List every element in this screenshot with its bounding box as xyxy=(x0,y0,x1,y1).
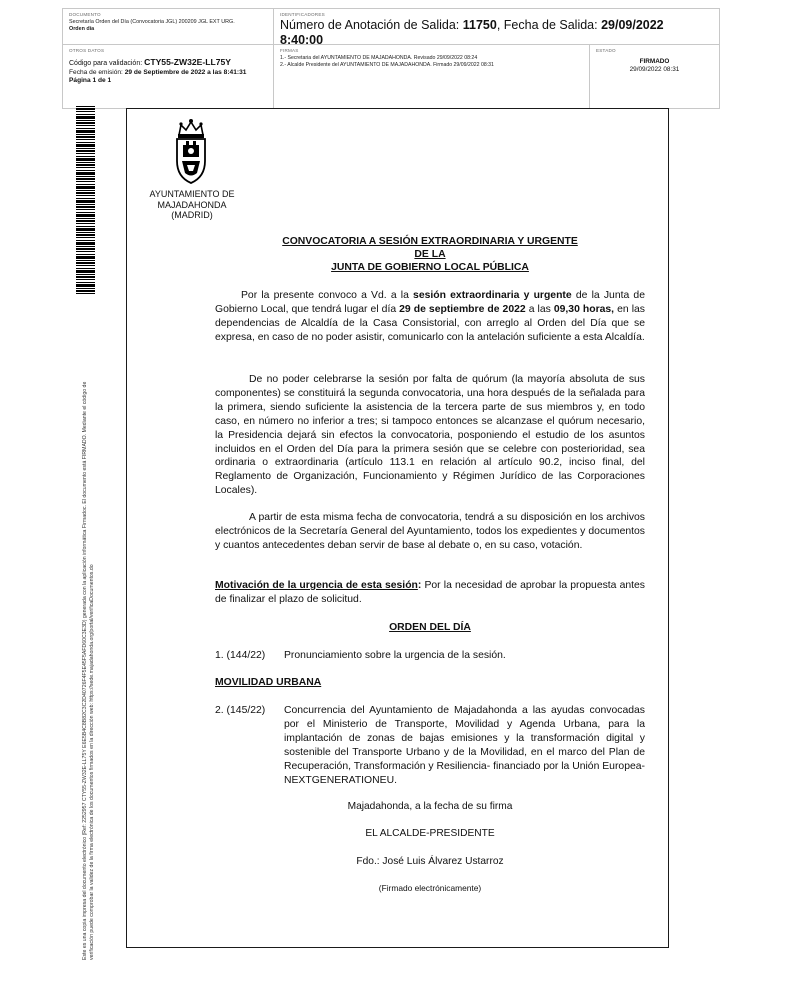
codigo-line xyxy=(69,57,267,69)
para1-text-4: en las dependencias de Alcaldía de la Casa Consistorial, con arreglo al Orden del Día que se expresa, en caso de no poder asistir, comunicarlo con la antelación suficiente a esta Alcaldía. xyxy=(215,303,645,343)
otros-caption: OTROS DATOS xyxy=(69,48,105,53)
urgency-colon: : xyxy=(417,580,422,591)
emision-label: Fecha de emisión: xyxy=(69,69,125,76)
urgency-motivation xyxy=(215,579,645,607)
estado-caption: ESTADO xyxy=(596,48,616,53)
salida-prefix: Número de Anotación de Salida: xyxy=(280,18,463,32)
archive-paragraph: A partir de esta misma fecha de convocatoria, tendrá a su disposición en los archivos electrónicos de la Secretaría General del Ayuntamiento, todos los expedientes y documentos y cuantos antecedentes deban servir de base al debate o, en su caso, votación. xyxy=(215,512,645,551)
agenda-item-number: 2. (145/22) xyxy=(215,705,266,716)
side-text-line-2: verificación puede comprobar la validez de la firma electrónica de los documentos firmados en la dirección web: https://sede.majadahonda.org/portal/verificaDocumentos.do xyxy=(89,564,95,960)
agenda-item-text: Pronunciamiento sobre la urgencia de la sesión. xyxy=(284,650,506,661)
barcode-image xyxy=(76,106,95,294)
section-heading-text: MOVILIDAD URBANA xyxy=(215,677,322,688)
agenda-item xyxy=(215,649,645,663)
document-page xyxy=(126,108,669,948)
title-line-2: DE LA xyxy=(414,249,446,260)
salida-line xyxy=(280,18,713,33)
header-row-1 xyxy=(63,9,719,47)
convocation-paragraph xyxy=(215,289,645,345)
urgency-text: Por la necesidad de aprobar la propuesta antes de finalizar el plazo de solicitud. xyxy=(215,580,645,605)
identificadores-caption: IDENTIFICADORES xyxy=(280,12,325,17)
org-line-2: MAJADAHONDA xyxy=(157,199,227,210)
documento-value-2: Orden día xyxy=(69,26,95,32)
org-line-1: AYUNTAMIENTO DE xyxy=(149,189,235,199)
firmas-cell xyxy=(273,45,589,108)
estado-cell xyxy=(589,45,719,108)
section-heading xyxy=(215,676,645,690)
identificadores-cell xyxy=(273,9,719,47)
title-line-1: CONVOCATORIA A SESIÓN EXTRAORDINARIA Y URGENTE xyxy=(282,236,578,247)
emision-value: 29 de Septiembre de 2022 a las 8:41:31 xyxy=(124,69,247,76)
title-line-3: JUNTA DE GOBIERNO LOCAL PÚBLICA xyxy=(331,262,529,273)
agenda-item-text: Concurrencia del Ayuntamiento de Majadahonda a las ayudas convocadas por el Ministerio de Transporte, Movilidad y Agenda Urbana, para la implantación de zonas de bajas emisiones y la transformación digital y sostenible del Transporte Urbano y de la Movilidad, en el marco del Plan de Recuperación, Transformación y Resiliencia- financiado por la Unión Europea- NEXTGENERATIONEU. xyxy=(284,705,645,786)
document-title xyxy=(215,235,645,274)
urgency-label: Motivación de la urgencia de esta sesión xyxy=(215,580,418,591)
organization-name xyxy=(137,189,247,221)
agenda-heading xyxy=(215,621,645,635)
estado-status: FIRMADO xyxy=(639,58,670,65)
page-count: Página 1 de 1 xyxy=(69,77,112,85)
salida-number: 11750 xyxy=(462,18,497,32)
document-header xyxy=(62,8,720,109)
otros-datos-cell xyxy=(63,45,273,108)
para1-text-2: de la Junta de Gobierno Local, que tendrá lugar el día xyxy=(215,290,645,315)
estado-date: 29/09/2022 08:31 xyxy=(629,66,680,73)
agenda-item xyxy=(215,704,645,787)
documento-value: Secretaría Orden del Día (Convocatoria JGL) 200209 JGL EXT URG. xyxy=(69,19,235,25)
org-line-3: (MADRID) xyxy=(171,210,213,221)
signature-place: Majadahonda, a la fecha de su firma xyxy=(347,801,513,812)
documento-caption: DOCUMENTO xyxy=(69,12,101,17)
salida-date: 29/09/2022 xyxy=(601,18,664,32)
para1-bold-time: 09,30 horas, xyxy=(553,303,615,315)
firmas-caption: FIRMAS xyxy=(280,48,299,53)
firma-item-2: 2.- Alcalde Presidente del AYUNTAMIENTO DE MAJADAHONDA. Firmado 29/09/2022 08:31 xyxy=(280,61,494,68)
para1-bold-date: 29 de septiembre de 2022 xyxy=(399,303,526,315)
salida-mid: , Fecha de Salida: xyxy=(496,18,602,32)
salida-time: 8:40:00 xyxy=(280,33,324,47)
para1-bold-session: sesión extraordinaria y urgente xyxy=(413,290,572,301)
para1-text-3: a las xyxy=(525,303,554,315)
agenda-item-number: 1. (144/22) xyxy=(215,650,266,661)
signature-role: EL ALCALDE-PRESIDENTE xyxy=(365,828,495,839)
estado-value xyxy=(596,58,713,66)
header-row-2 xyxy=(63,44,719,108)
verification-side-text xyxy=(82,300,96,960)
emision-line xyxy=(69,69,267,77)
side-text-line-1: Este es una copia impresa del documento electrónico (Ref: 2252957 CTY55-ZW32E-LL75Y E6E5B4C8B82C3C2D40726F4F5E45F5AFD60C3E3D) generada con la aplicación informática Firmadoc. El documento está FIRMADO. Mediante el código de xyxy=(82,381,88,960)
agenda-title: ORDEN DEL DÍA xyxy=(389,622,471,633)
firma-item-1: 1.- Secretaria del AYUNTAMIENTO DE MAJADAHONDA. Revisado 29/09/2022 08:24 xyxy=(280,55,478,61)
documento-cell xyxy=(63,9,273,44)
quorum-paragraph: De no poder celebrarse la sesión por falta de quórum (la mayoría absoluta de sus componentes) se constituirá la segunda convocatoria, una hora después de la señalada para la primera, siendo suficiente la asistencia de la tercera parte de sus miembros y, en todo caso, en número no inferior a tres; si tampoco entonces se alcanzase el quórum necesario, la Presidencia dejará sin efectos la convocatoria, posponiendo el estudio de los asuntos incluidos en el Orden del Día para la primera sesión que se celebre con posterioridad, sea ordinaria o extraordinaria (artículo 113.1 en relación al artículo 90.2, inciso final, del Reglamento de Organización, Funcionamiento y Régimen Jurídico de las Corporaciones Locales). xyxy=(215,374,645,497)
codigo-value: CTY55-ZW32E-LL75Y xyxy=(144,57,232,67)
para1-text-1: Por la presente convoco a Vd. a la xyxy=(241,290,414,301)
signature-note: (Firmado electrónicamente) xyxy=(378,883,482,893)
coat-of-arms-icon xyxy=(169,117,213,189)
codigo-label: Código para validación: xyxy=(69,60,145,67)
signature-name: Fdo.: José Luis Álvarez Ustarroz xyxy=(356,856,504,867)
